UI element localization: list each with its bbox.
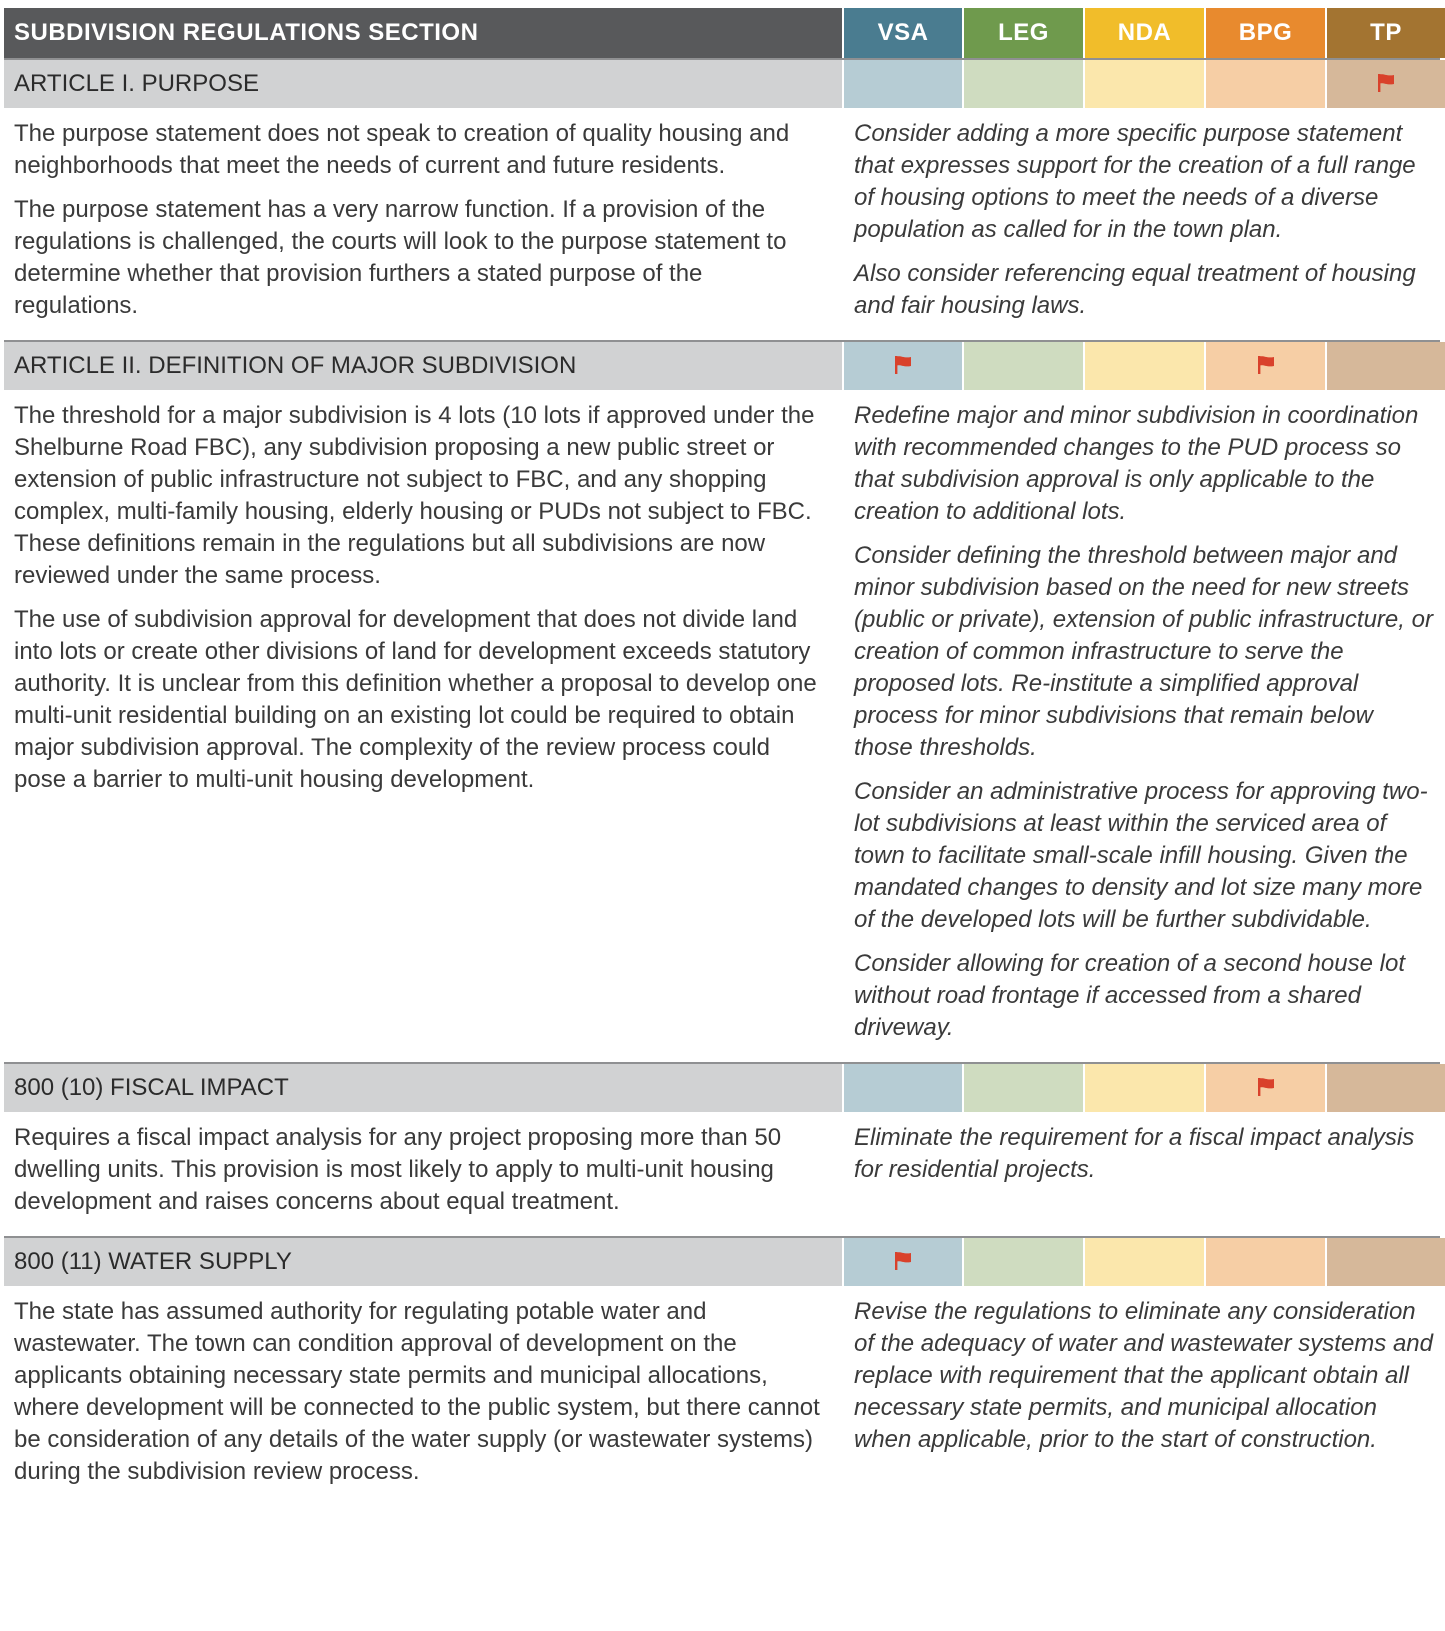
- section-water-supply: [4, 1236, 1440, 1506]
- recommendation-paragraph: Consider defining the threshold between major and minor subdivision based on the need for new streets (public or private), extension of public infrastructure, or creation of common infrastructure to serve the proposed lots. Re-institute a simplified approval process for minor subdivisions that remain below those thresholds.: [854, 542, 1433, 761]
- issue-paragraph: Requires a fiscal impact analysis for any project proposing more than 50 dwelling units. This provision is most likely to apply to multi-unit housing development and raises concerns about equal treatment.: [14, 1124, 782, 1215]
- swatch-vsa: [844, 1064, 962, 1112]
- section-body: [4, 108, 1440, 340]
- section-body: [4, 390, 1440, 1062]
- section-header: [4, 58, 1440, 108]
- recommendation-paragraph: Redefine major and minor subdivision in coordination with recommended changes to the PUD process so that subdivision approval is only applicable to the creation to additional lots.: [854, 402, 1419, 525]
- recommendation-column: [842, 390, 1440, 1062]
- recommendation-paragraph: Revise the regulations to eliminate any consideration of the adequacy of water and wastewater systems and replace with requirement that the applicant obtain all necessary state permits, and municipal allocation when applicable, prior to the start of construction.: [854, 1298, 1433, 1453]
- issue-paragraph: The purpose statement has a very narrow function. If a provision of the regulations is challenged, the courts will look to the purpose statement to determine whether that provision furthers a stated purpose of the regulations.: [14, 196, 787, 319]
- swatch-bpg: [1206, 342, 1325, 390]
- swatch-vsa: [844, 60, 962, 108]
- recommendation-column: [842, 1112, 1440, 1236]
- recommendation-column: [842, 108, 1440, 340]
- section-title: 800 (11) WATER SUPPLY: [4, 1238, 842, 1286]
- swatch-tp: [1327, 1064, 1445, 1112]
- issue-column: [4, 390, 842, 1062]
- recommendation-paragraph: Consider an administrative process for approving two-lot subdivisions at least within the serviced area of town to facilitate small-scale infill housing. Given the mandated changes to density and lot size many more of the developed lots will be further subdividable.: [854, 778, 1428, 933]
- swatch-nda: [1085, 1238, 1204, 1286]
- column-header-vsa: VSA: [844, 8, 962, 58]
- swatch-nda: [1085, 342, 1204, 390]
- swatch-leg: [964, 1238, 1083, 1286]
- swatch-tp: [1327, 342, 1445, 390]
- swatch-vsa: [844, 1238, 962, 1286]
- flag-icon: [1257, 1077, 1275, 1097]
- section-fiscal-impact: [4, 1062, 1440, 1236]
- issue-paragraph: The use of subdivision approval for development that does not divide land into lots or create other divisions of land for development exceeds statutory authority. It is unclear from this definition whether a proposal to develop one multi-unit residential building on an existing lot could be required to obtain major subdivision approval. The complexity of the review process could pose a barrier to multi-unit housing development.: [14, 606, 817, 793]
- swatch-tp: [1327, 60, 1445, 108]
- issue-paragraph: The threshold for a major subdivision is 4 lots (10 lots if approved under the Shelburne Road FBC), any subdivision proposing a new public street or extension of public infrastructure not subject to FBC, and any shopping complex, multi-family housing, elderly housing or PUDs not subject to FBC. These definitions remain in the regulations but all subdivisions are now reviewed under the same process.: [14, 402, 815, 589]
- issue-column: [4, 108, 842, 340]
- header-title: SUBDIVISION REGULATIONS SECTION: [4, 8, 842, 58]
- regulations-table: [4, 8, 1440, 1506]
- flag-icon: [894, 355, 912, 375]
- issue-column: [4, 1112, 842, 1236]
- swatch-bpg: [1206, 1064, 1325, 1112]
- section-header: [4, 340, 1440, 390]
- column-header-nda: NDA: [1085, 8, 1204, 58]
- swatch-nda: [1085, 1064, 1204, 1112]
- flag-icon: [1377, 73, 1395, 93]
- issue-paragraph: The purpose statement does not speak to creation of quality housing and neighborhoods that meet the needs of current and future residents.: [14, 120, 790, 179]
- swatch-leg: [964, 1064, 1083, 1112]
- issue-paragraph: The state has assumed authority for regulating potable water and wastewater. The town can condition approval of development on the applicants obtaining necessary state permits and municipal allocations, where development will be connected to the public system, but there cannot be consideration of any details of the water supply (or wastewater systems) during the subdivision review process.: [14, 1298, 820, 1485]
- section-purpose: [4, 58, 1440, 340]
- section-header: [4, 1062, 1440, 1112]
- table-header: [4, 8, 1440, 58]
- recommendation-paragraph: Consider adding a more specific purpose statement that expresses support for the creation of a full range of housing options to meet the needs of a diverse population as called for in the town plan.: [854, 120, 1416, 243]
- section-body: [4, 1286, 1440, 1506]
- issue-column: [4, 1286, 842, 1506]
- recommendation-paragraph: Eliminate the requirement for a fiscal impact analysis for residential projects.: [854, 1124, 1415, 1183]
- swatch-leg: [964, 342, 1083, 390]
- column-header-tp: TP: [1327, 8, 1445, 58]
- section-title: ARTICLE I. PURPOSE: [4, 60, 842, 108]
- swatch-leg: [964, 60, 1083, 108]
- column-header-leg: LEG: [964, 8, 1083, 58]
- swatch-tp: [1327, 1238, 1445, 1286]
- section-header: [4, 1236, 1440, 1286]
- column-header-bpg: BPG: [1206, 8, 1325, 58]
- swatch-nda: [1085, 60, 1204, 108]
- recommendation-paragraph: Also consider referencing equal treatment of housing and fair housing laws.: [854, 260, 1416, 319]
- flag-icon: [1257, 355, 1275, 375]
- recommendation-column: [842, 1286, 1440, 1506]
- swatch-bpg: [1206, 1238, 1325, 1286]
- swatch-vsa: [844, 342, 962, 390]
- section-major-subdivision: [4, 340, 1440, 1062]
- section-title: 800 (10) FISCAL IMPACT: [4, 1064, 842, 1112]
- section-body: [4, 1112, 1440, 1236]
- recommendation-paragraph: Consider allowing for creation of a second house lot without road frontage if accessed from a shared driveway.: [854, 950, 1405, 1041]
- swatch-bpg: [1206, 60, 1325, 108]
- section-title: ARTICLE II. DEFINITION OF MAJOR SUBDIVISION: [4, 342, 842, 390]
- flag-icon: [894, 1251, 912, 1271]
